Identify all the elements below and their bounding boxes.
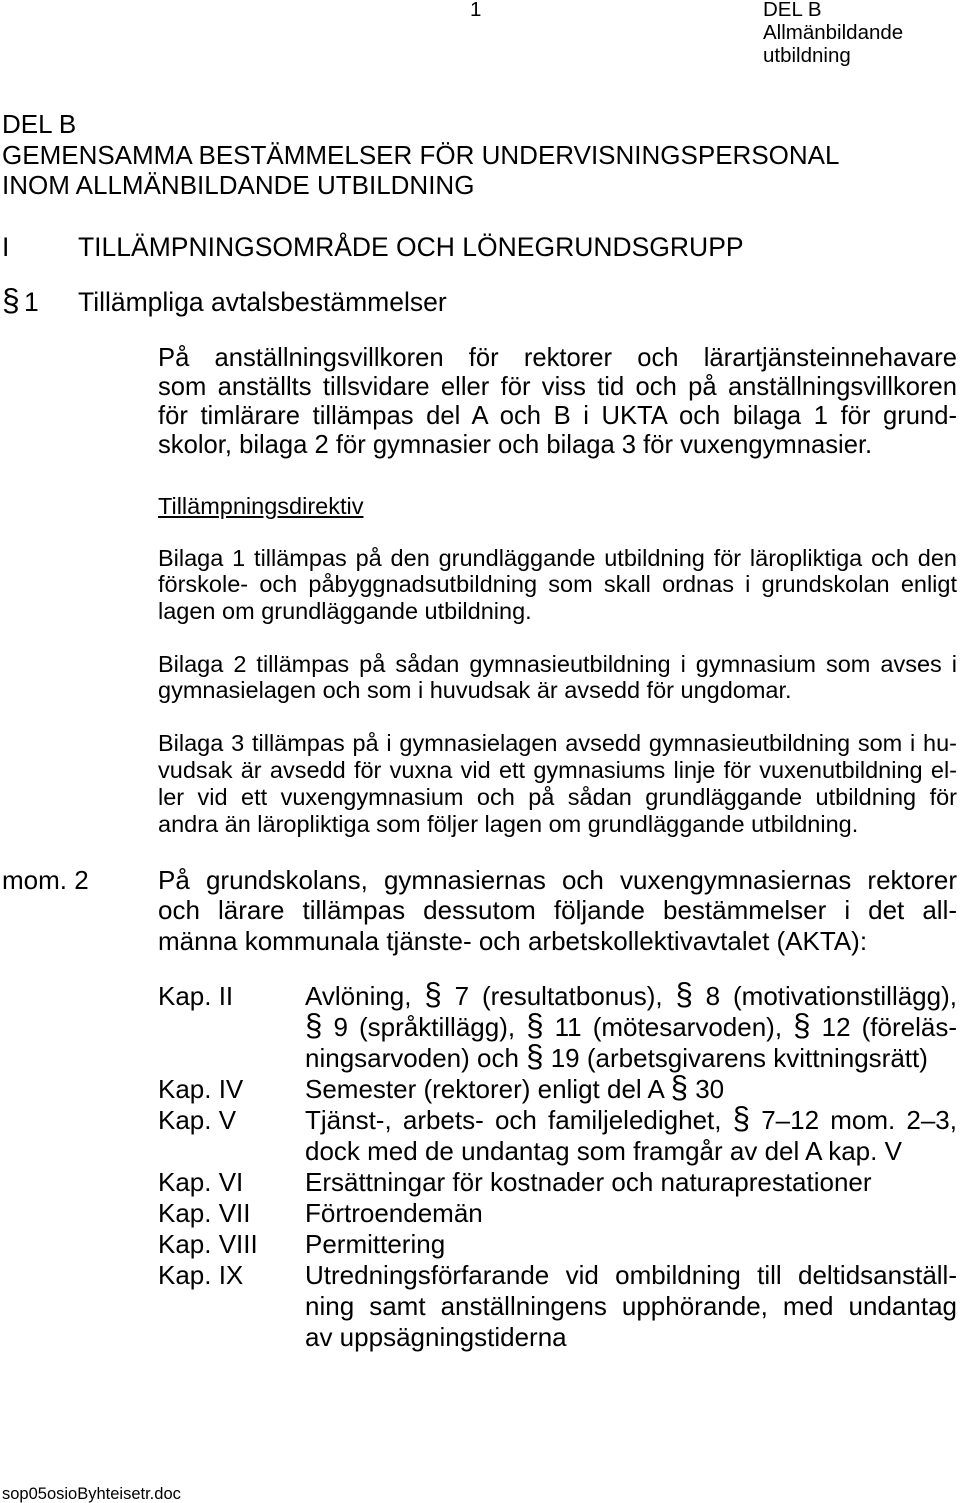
paragraph-line: för timlärare tillämpas del A och B i UKTA och bilaga 1 för grund- bbox=[158, 401, 957, 430]
paragraph-line: lagen om grundläggande utbildning. bbox=[158, 597, 532, 624]
chapter-text-line: ning samt anställningens upphörande, med undantag bbox=[305, 1290, 957, 1321]
paragraph-line: männa kommunala tjänste- och arbetskollektivavtalet (AKTA): bbox=[158, 925, 868, 956]
running-header-line: DEL B bbox=[763, 0, 822, 21]
chapter-text bbox=[305, 1069, 957, 1105]
paragraph-line: andra än läropliktiga som följer lagen om grundläggande utbildning. bbox=[158, 811, 859, 838]
chapter-list-item bbox=[158, 1229, 957, 1260]
chapter-text bbox=[305, 1100, 957, 1167]
chapter-text-line: dock med de undantag som framgår av del A kap. V bbox=[305, 1135, 902, 1166]
paragraph-line: skolor, bilaga 2 för gymnasier och bilaga 3 för vuxengymnasier. bbox=[158, 430, 873, 459]
chapter-text-line: Avlöning, § 7 (resultatbonus), § 8 (motivationstillägg), bbox=[305, 976, 957, 1012]
running-header bbox=[763, 0, 903, 67]
chapter-text-line: Semester (rektorer) enligt del A § 30 bbox=[305, 1069, 725, 1105]
chapter-text bbox=[305, 1167, 957, 1198]
chapter-text bbox=[305, 1260, 957, 1353]
section-sign: § bbox=[732, 1100, 751, 1136]
paragraph-line: På grundskolans, gymnasiernas och vuxengymnasiernas rektorer bbox=[158, 864, 957, 895]
chapter-text-line: § 9 (språktillägg), § 11 (mötesarvoden), § 12 (föreläs- bbox=[305, 1007, 957, 1043]
section-sign: § bbox=[675, 976, 693, 1012]
paragraph-line: Bilaga 2 tillämpas på sådan gymnasieutbildning i gymnasium som avses i bbox=[158, 650, 957, 677]
paragraph-line: vudsak är avsedd för vuxna vid ett gymnasiums linje för vuxenutbildning el- bbox=[158, 756, 957, 783]
paragraph-line: gymnasielagen och som i huvudsak är avsedd för ungdomar. bbox=[158, 677, 792, 703]
chapter-text-line: Tjänst-, arbets- och familjeledighet, § 7–12 mom. 2–3, bbox=[305, 1100, 957, 1136]
running-header-line: Allmänbildande bbox=[763, 21, 904, 44]
directive-paragraph bbox=[158, 545, 957, 625]
section-sign: § bbox=[526, 1007, 544, 1043]
chapter-label: Kap. II bbox=[158, 980, 234, 1011]
footer-filename: sop05osioByhteisetr.doc bbox=[2, 1485, 181, 1503]
chapter-list-item bbox=[158, 976, 957, 1074]
paragraph-line: förskole- och påbyggnadsutbildning som skall ordnas i grundskolan enligt bbox=[158, 571, 957, 598]
section-sign: § bbox=[526, 1038, 544, 1074]
chapter-label: Kap. VII bbox=[158, 1197, 251, 1228]
chapter-text-line: Utredningsförfarande vid ombildning till deltidsanställ- bbox=[305, 1259, 957, 1290]
directive-paragraph bbox=[158, 730, 957, 839]
section-number: 1 bbox=[24, 287, 39, 317]
paragraph-line: Bilaga 3 tillämpas på i gymnasielagen avsedd gymnasieutbildning som i hu- bbox=[158, 729, 957, 756]
document-title bbox=[2, 109, 839, 201]
chapter-label: Kap. IX bbox=[158, 1259, 244, 1290]
chapter-list-item bbox=[158, 1100, 957, 1167]
chapter-heading: TILLÄMPNINGSOMRÅDE OCH LÖNEGRUNDSGRUPP bbox=[78, 232, 744, 262]
title-line: INOM ALLMÄNBILDANDE UTBILDNING bbox=[2, 170, 475, 200]
chapter-label: Kap. VI bbox=[158, 1166, 244, 1197]
chapter-text bbox=[305, 1198, 957, 1229]
chapter-text-line: Permittering bbox=[305, 1228, 446, 1259]
paragraph-line: Bilaga 1 tillämpas på den grundläggande utbildning för läropliktiga och den bbox=[158, 544, 957, 571]
chapter-list-item bbox=[158, 1260, 957, 1353]
directive-paragraph bbox=[158, 651, 957, 704]
section-sign: § bbox=[424, 976, 442, 1012]
chapter-text-line: Ersättningar för kostnader och naturaprestationer bbox=[305, 1166, 872, 1197]
section-heading: Tillämpliga avtalsbestämmelser bbox=[78, 287, 447, 317]
paragraph-line: och lärare tillämpas dessutom följande bestämmelser i det all- bbox=[158, 895, 957, 926]
paragraph-line: ler vid ett vuxengymnasium och på sådan grundläggande utbildning för bbox=[158, 784, 957, 811]
mom-paragraph bbox=[158, 865, 957, 957]
chapter-label: Kap. VIII bbox=[158, 1228, 258, 1259]
section-paragraph bbox=[158, 344, 957, 460]
chapter-number: I bbox=[2, 232, 10, 262]
chapter-text-line: av uppsägningstiderna bbox=[305, 1321, 567, 1352]
section-sign-glyph: § bbox=[2, 282, 20, 318]
chapter-label: Kap. IV bbox=[158, 1073, 244, 1104]
section-sign: § bbox=[670, 1069, 688, 1105]
title-line: GEMENSAMMA BESTÄMMELSER FÖR UNDERVISNINGSPERSONAL bbox=[2, 139, 840, 170]
chapter-text-line: Förtroendemän bbox=[305, 1197, 483, 1228]
chapter-label: Kap. V bbox=[158, 1104, 237, 1135]
mom-label: mom. 2 bbox=[2, 864, 89, 895]
title-line: DEL B bbox=[2, 109, 77, 139]
chapter-text bbox=[305, 1229, 957, 1260]
directive-heading: Tillämpningsdirektiv bbox=[158, 492, 364, 519]
chapter-text bbox=[305, 976, 957, 1074]
chapter-list-item bbox=[158, 1167, 957, 1198]
chapter-list-item bbox=[158, 1069, 957, 1105]
running-header-line: utbildning bbox=[763, 44, 851, 67]
chapter-text-line: ningsarvoden) och § 19 (arbetsgivarens kvittningsrätt) bbox=[305, 1038, 928, 1074]
chapter-list bbox=[158, 976, 957, 1353]
paragraph-line: som anställts tillsvidare eller för viss tid och på anställningsvillkoren bbox=[158, 372, 957, 401]
section-sign: § bbox=[305, 1007, 323, 1043]
page-number: 1 bbox=[470, 0, 482, 21]
chapter-list-item bbox=[158, 1198, 957, 1229]
paragraph-line: På anställningsvillkoren för rektorer och lärartjänsteinnehavare bbox=[158, 343, 957, 372]
section-sign: § bbox=[793, 1007, 811, 1043]
section-sign bbox=[2, 282, 20, 318]
